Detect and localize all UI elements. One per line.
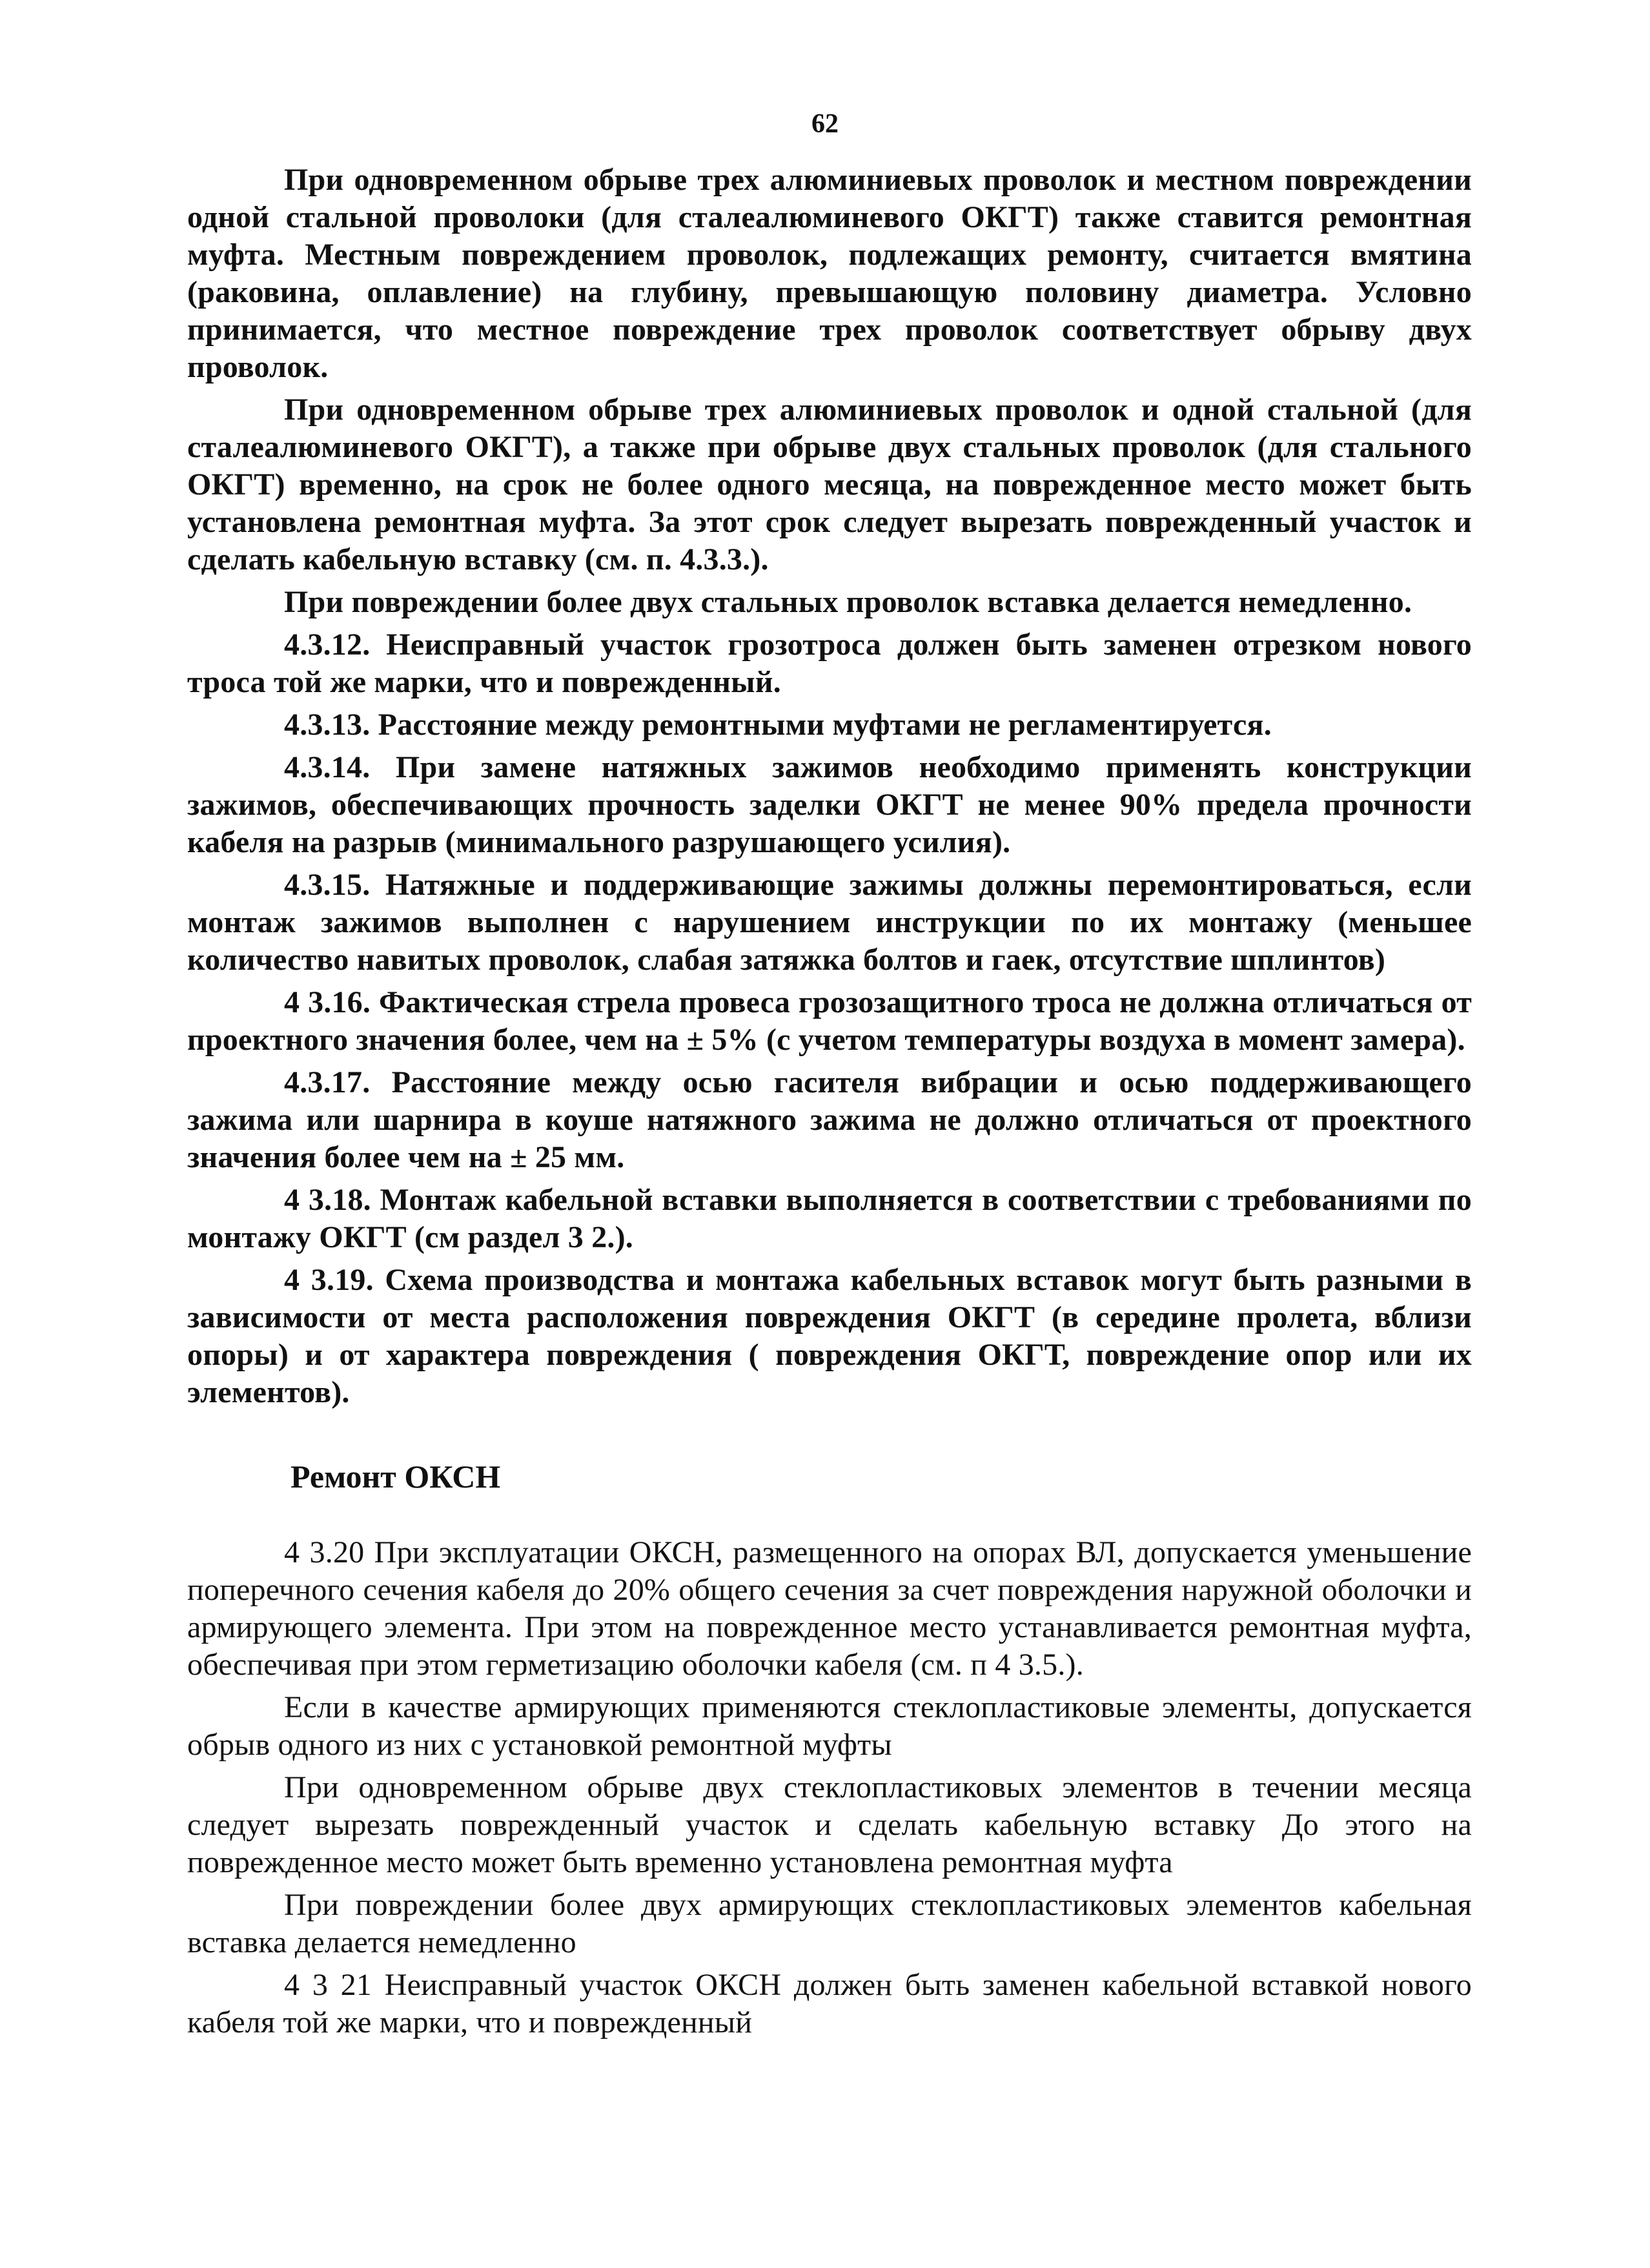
clause-4-3-13: 4.3.13. Расстояние между ремонтными муфтами не регламентируется.	[284, 708, 1272, 742]
paragraph-2: При одновременном обрыве трех алюминиевых проволок и одной стальной (для сталеалюминевого ОКГТ), а также при обрыве двух стальных проволок (для стального ОКГТ) временно, на срок не более одного месяца, на поврежденное место может быть установлена ремонтная муфта. За этот срок следует вырезать поврежденный участок и сделать кабельную вставку (см. п. 4.3.3.).	[187, 393, 1472, 577]
paragraph-1: При одновременном обрыве трех алюминиевых проволок и местном повреждении одной стальной проволоки (для сталеалюминевого ОКГТ) также ставится ремонтная муфта. Местным повреждением проволок, подлежащих ремонту, считается вмятина (раковина, оплавление) на глубину, превышающую половину диаметра. Условно принимается, что местное повреждение трех проволок соответствует обрыву двух проволок.	[187, 163, 1472, 384]
clause-4-3-20: 4 3.20 При эксплуатации ОКСН, размещенного на опорах ВЛ, допускается уменьшение поперечного сечения кабеля до 20% общего сечения за счет повреждения наружной оболочки и армирующего элемента. При этом на поврежденное место устанавливается ремонтная муфта, обеспечивая при этом герметизацию оболочки кабеля (см. п 4 3.5.).	[187, 1535, 1472, 1682]
page-number: 62	[811, 109, 839, 139]
section-title: Ремонт ОКСН	[290, 1458, 501, 1495]
clause-4-3-19: 4 3.19. Схема производства и монтажа кабельных вставок могут быть разными в зависимости от места расположения повреждения ОКГТ (в середине пролета, вблизи опоры) и от характера повреждения ( повреждения ОКГТ, повреждение опор или их элементов).	[187, 1263, 1472, 1409]
paragraph-more-elements: При повреждении более двух армирующих стеклопластиковых элементов кабельная вставка делается немедленно	[187, 1888, 1472, 1959]
clause-4-3-14: 4.3.14. При замене натяжных зажимов необходимо применять конструкции зажимов, обеспечивающих прочность заделки ОКГТ не менее 90% предела прочности кабеля на разрыв (минимального разрушающего усилия).	[187, 750, 1472, 859]
paragraph-3: При повреждении более двух стальных проволок вставка делается немедленно.	[284, 585, 1412, 619]
paragraph-two-elements: При одновременном обрыве двух стеклопластиковых элементов в течении месяца следует вырезать поврежденный участок и сделать кабельную вставку До этого на поврежденное место может быть временно установлена ремонтная муфта	[187, 1770, 1472, 1879]
paragraph-reinforcing: Если в качестве армирующих применяются стеклопластиковые элементы, допускается обрыв одного из них с установкой ремонтной муфты	[187, 1690, 1472, 1762]
clause-4-3-21: 4 3 21 Неисправный участок ОКСН должен быть заменен кабельной вставкой нового кабеля той же марки, что и поврежденный	[187, 1968, 1472, 2039]
clause-4-3-17: 4.3.17. Расстояние между осью гасителя вибрации и осью поддерживающего зажима или шарнира в коуше натяжного зажима не должно отличаться от проектного значения более чем на ± 25 мм.	[187, 1065, 1472, 1174]
document-body	[187, 161, 1472, 2047]
clause-4-3-12: 4.3.12. Неисправный участок грозотроса должен быть заменен отрезком нового троса той же марки, что и поврежденный.	[187, 628, 1472, 699]
clause-4-3-18: 4 3.18. Монтаж кабельной вставки выполняется в соответствии с требованиями по монтажу ОКГТ (см раздел 3 2.).	[187, 1183, 1472, 1254]
clause-4-3-15: 4.3.15. Натяжные и поддерживающие зажимы должны перемонтироваться, если монтаж зажимов выполнен с нарушением инструкции по их монтажу (меньшее количество навитых проволок, слабая затяжка болтов и гаек, отсутствие шплинтов)	[187, 868, 1472, 977]
clause-4-3-16: 4 3.16. Фактическая стрела провеса грозозащитного троса не должна отличаться от проектного значения более, чем на ± 5% (с учетом температуры воздуха в момент замера).	[187, 985, 1472, 1057]
